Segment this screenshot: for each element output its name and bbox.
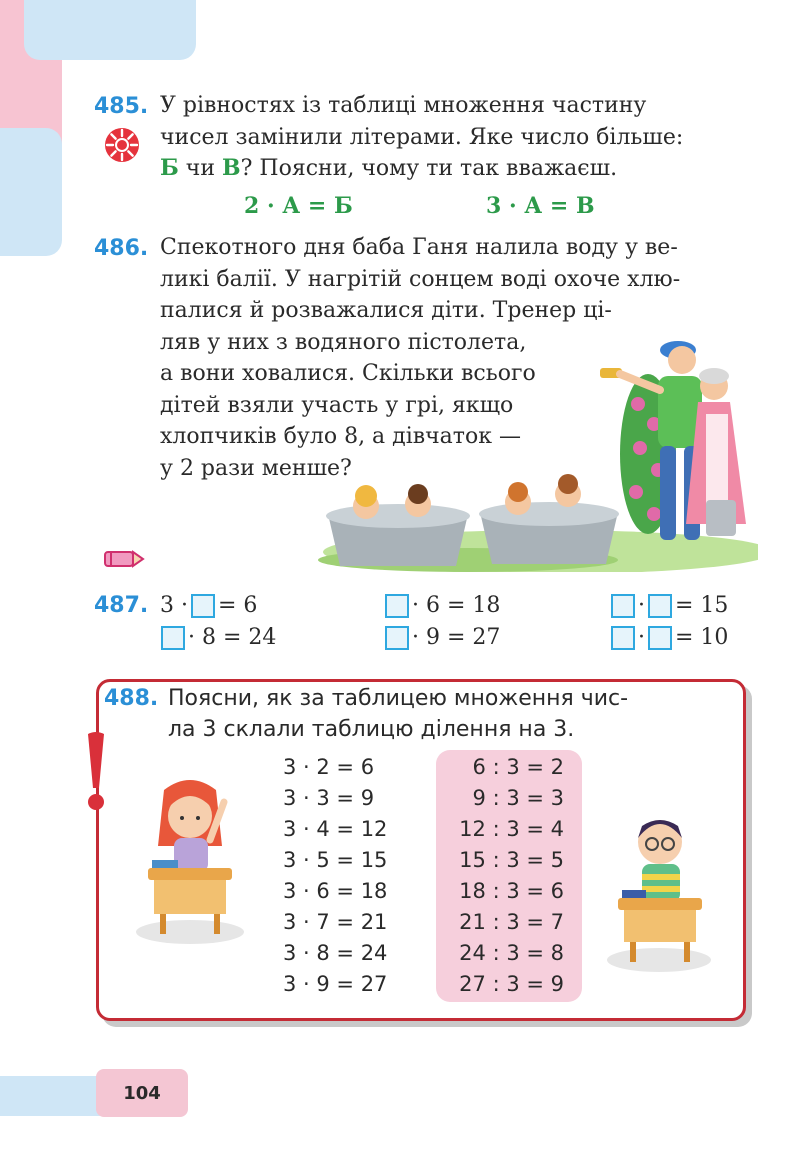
- girl-at-desk-illustration: [134, 776, 246, 950]
- exercise-mid: ·: [638, 625, 645, 650]
- exercise-487-1: [160, 590, 257, 621]
- exercise-suffix: = 10: [675, 625, 729, 650]
- multiplication-row: 3 · 2 = 6: [283, 755, 375, 779]
- question-text: ? Поясни, чому ти так вважаєш.: [240, 156, 618, 181]
- task-486-line: у 2 рази менше?: [160, 455, 352, 481]
- answer-box[interactable]: [385, 594, 409, 618]
- task-485-line: У рівностях із таблиці множення частину: [160, 93, 647, 118]
- answer-box[interactable]: [385, 626, 409, 650]
- side-decoration-blue: [0, 128, 62, 256]
- equation-1: 2 · А = Б: [244, 193, 353, 219]
- multiplication-row: 3 · 9 = 27: [283, 972, 388, 996]
- exercise-suffix: · 6 = 18: [412, 593, 501, 618]
- exercise-suffix: = 6: [217, 593, 258, 618]
- exercise-mid: ·: [638, 593, 645, 618]
- exercise-487-3: [608, 590, 728, 621]
- exercise-487-2: [382, 590, 500, 621]
- task-486-line: Спекотного дня баба Ганя налила воду у ве-: [160, 235, 678, 260]
- multiplication-table: [283, 752, 387, 1000]
- task-486-line: хлопчиків було 8, а дівчаток —: [160, 424, 521, 449]
- letter-b: Б: [160, 155, 179, 181]
- division-row: 12 : 3 = 4: [459, 817, 564, 841]
- task-486-number: 486.: [94, 236, 149, 261]
- answer-box[interactable]: [648, 594, 672, 618]
- task-488-line-1: Поясни, як за таблицею множення чис-: [168, 686, 629, 711]
- task-485-number: 485.: [94, 94, 149, 119]
- division-row: 15 : 3 = 5: [459, 848, 564, 872]
- exclamation-icon: [84, 730, 108, 818]
- exercise-487-5: [382, 622, 500, 653]
- task-486-line: ликі балії. У нагрітій сонцем воді охоче хлю-: [160, 266, 681, 292]
- division-row: 24 : 3 = 8: [459, 941, 564, 965]
- division-row: 18 : 3 = 6: [459, 879, 564, 903]
- division-table: [452, 752, 564, 1000]
- task-486-line: ляв у них з водяного пістолета,: [160, 329, 527, 355]
- boy-at-desk-illustration: [606, 812, 712, 978]
- task-485-line: чисел замінили літерами. Яке число більше:: [160, 124, 684, 150]
- task-486-line: а вони ховалися. Скільки всього: [160, 361, 536, 386]
- exercise-suffix: · 9 = 27: [412, 625, 501, 650]
- answer-box[interactable]: [648, 626, 672, 650]
- answer-box[interactable]: [611, 594, 635, 618]
- conjunction-text: чи: [178, 156, 223, 181]
- task-487-number: 487.: [94, 593, 149, 618]
- division-row: 27 : 3 = 9: [459, 972, 564, 996]
- multiplication-row: 3 · 4 = 12: [283, 817, 388, 841]
- multiplication-row: 3 · 7 = 21: [283, 910, 388, 934]
- exercise-487-6: [608, 622, 728, 653]
- page-number: 104: [96, 1069, 188, 1117]
- sun-flower-icon: [104, 127, 140, 167]
- task-485-line: [160, 153, 683, 185]
- answer-box[interactable]: [161, 626, 185, 650]
- multiplication-row: 3 · 8 = 24: [283, 941, 388, 965]
- division-row: 6 : 3 = 2: [472, 755, 564, 779]
- multiplication-row: 3 · 3 = 9: [283, 786, 375, 810]
- exercise-487-4: [158, 622, 276, 653]
- task-488-number: 488.: [104, 686, 159, 711]
- corner-decoration-blue: [24, 0, 196, 60]
- exercise-suffix: = 15: [675, 593, 729, 618]
- water-play-illustration: [318, 324, 758, 576]
- letter-v: В: [222, 155, 241, 181]
- task-488-line-2: ла 3 склали таблицю ділення на 3.: [168, 717, 575, 742]
- equation-2: 3 · А = В: [486, 193, 595, 219]
- answer-box[interactable]: [611, 626, 635, 650]
- division-row: 21 : 3 = 7: [459, 910, 564, 934]
- task-486-line: дітей взяли участь у грі, якщо: [160, 392, 514, 418]
- multiplication-row: 3 · 6 = 18: [283, 879, 388, 903]
- answer-box[interactable]: [191, 594, 215, 618]
- task-485-text: [160, 90, 683, 185]
- pencil-icon: [103, 548, 145, 574]
- division-row: 9 : 3 = 3: [472, 786, 564, 810]
- exercise-suffix: · 8 = 24: [188, 625, 277, 650]
- exercise-prefix: 3 ·: [160, 593, 188, 618]
- task-486-line: палися й розважалися діти. Тренер ці-: [160, 298, 612, 323]
- multiplication-row: 3 · 5 = 15: [283, 848, 388, 872]
